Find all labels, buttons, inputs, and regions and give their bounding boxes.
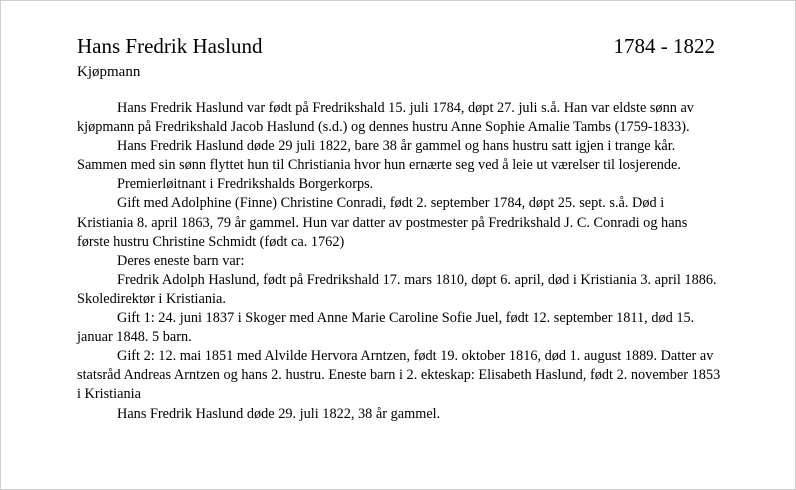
paragraph-death: Hans Fredrik Haslund døde 29 juli 1822, bare 38 år gammel og hans hustru satt igjen i trange kår. Sammen med sin sønn flyttet hun til Christiania hvor hun ernærte seg ved å leie ut værelser til losjerende. [77, 138, 681, 174]
paragraph-child-marriage-2: Gift 2: 12. mai 1851 med Alvilde Hervora Arntzen, født 19. oktober 1816, død 1. august 1889. Datter av statsråd Andreas Arntzen og hans 2. hustru. Eneste barn i 2. ekteskap: Elisabeth Haslund, født 2. november 1853 i Kristiania [77, 348, 721, 403]
life-years: 1784 - 1822 [613, 34, 715, 58]
paragraph-children-intro: Deres eneste barn var: [117, 252, 245, 269]
occupation: Kjøpmann [77, 64, 141, 80]
paragraph-death-summary: Hans Fredrik Haslund døde 29. juli 1822, 38 år gammel. [117, 405, 441, 422]
paragraph-child-marriage-1: Gift 1: 24. juni 1837 i Skoger med Anne Marie Caroline Sofie Juel, født 12. september 1811, død 15. januar 1848. 5 barn. [77, 310, 695, 346]
person-name: Hans Fredrik Haslund [77, 34, 263, 58]
paragraph-child: Fredrik Adolph Haslund, født på Fredrikshald 17. mars 1810, døpt 6. april, død i Kristiania 3. april 1886. Skoledirektør i Kristiania. [77, 271, 717, 307]
paragraph-birth: Hans Fredrik Haslund var født på Fredrikshald 15. juli 1784, døpt 27. juli s.å. Han var eldste sønn av kjøpmann på Fredrikshald Jacob Haslund (s.d.) og dennes hustru Anne Sophie Amalie Tambs (1759-1833). [77, 100, 694, 136]
paragraph-marriage: Gift med Adolphine (Finne) Christine Conradi, født 2. september 1784, døpt 25. sept. s.å. Død i Kristiania 8. april 1863, 79 år gammel. Hun var datter av postmester på Fredrikshald J. C. Conradi og hans første hustru Christine Schmidt (født ca. 1762) [77, 195, 688, 250]
document-header [77, 33, 715, 61]
paragraph-rank: Premierløitnant i Fredrikshalds Borgerkorps. [117, 176, 374, 193]
document-body [77, 99, 723, 424]
